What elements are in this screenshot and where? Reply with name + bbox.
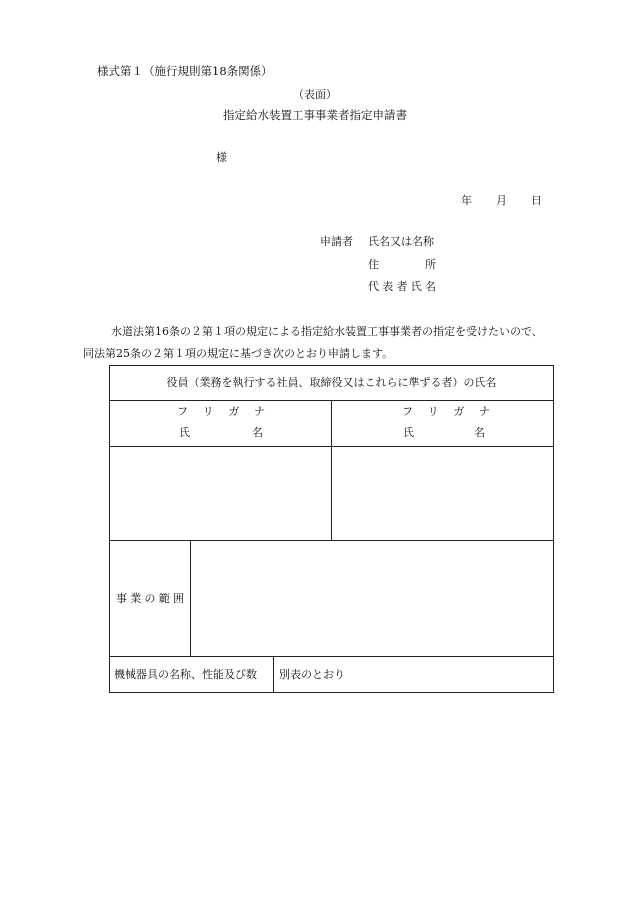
business-scope-cell[interactable] xyxy=(192,542,552,654)
name-char: 氏 xyxy=(403,426,414,439)
furigana-char: ナ xyxy=(478,405,490,418)
table-divider xyxy=(109,540,554,541)
form-number: 様式第１（施行規則第18条関係） xyxy=(97,64,273,78)
rep-char: 者 xyxy=(396,280,408,293)
addressee-suffix: 様 xyxy=(216,151,227,164)
rep-char: 氏 xyxy=(410,280,422,293)
furigana-char: ナ xyxy=(253,405,265,418)
scope-char: の xyxy=(144,592,156,605)
table-divider xyxy=(331,400,332,540)
furigana-char: ガ xyxy=(453,405,465,418)
rep-char: 名 xyxy=(425,280,436,293)
date-month: 月 xyxy=(496,194,507,207)
name-char: 名 xyxy=(252,426,263,439)
address-char: 所 xyxy=(425,258,436,271)
table-divider xyxy=(190,540,191,656)
applicant-name-label xyxy=(368,236,436,247)
furigana-char: フ xyxy=(402,405,413,418)
name-char: 名 xyxy=(474,426,485,439)
application-statement xyxy=(83,321,577,365)
officer-name-cell-left[interactable] xyxy=(111,448,329,538)
date-year: 年 xyxy=(461,194,472,207)
business-scope-label xyxy=(116,593,184,604)
name-char: 氏 xyxy=(179,426,190,439)
furigana-heading-right xyxy=(402,406,490,417)
furigana-char: フ xyxy=(177,405,188,418)
table-divider xyxy=(273,656,274,693)
applicant-representative-label xyxy=(368,281,436,292)
officers-header: 役員（業務を執行する社員、取締役又はこれらに準ずる者）の氏名 xyxy=(166,376,497,389)
statement-line-1: 水道法第16条の２第１項の規定による指定給水装置工事事業者の指定を受けたいので、 xyxy=(111,325,543,338)
date-day: 日 xyxy=(531,194,542,207)
furigana-char: ガ xyxy=(228,405,240,418)
applicant-label: 申請者 xyxy=(320,235,353,248)
furigana-heading-left xyxy=(177,406,265,417)
name-heading-right xyxy=(403,427,485,438)
scope-char: 囲 xyxy=(173,592,184,605)
rep-char: 表 xyxy=(382,280,394,293)
furigana-char: リ xyxy=(202,405,214,418)
scope-char: 事 xyxy=(116,592,127,605)
address-char: 住 xyxy=(368,258,379,271)
scope-char: 範 xyxy=(158,592,170,605)
scope-char: 業 xyxy=(130,592,142,605)
document-title: 指定給水装置工事事業者指定申請書 xyxy=(223,108,407,122)
equipment-label: 機械器具の名称、性能及び数 xyxy=(114,668,257,681)
rep-char: 代 xyxy=(368,280,379,293)
officer-name-cell-right[interactable] xyxy=(333,448,552,538)
furigana-char: リ xyxy=(427,405,439,418)
statement-line-2: 同法第25条の２第１項の規定に基づき次のとおり申請します。 xyxy=(83,347,394,360)
applicant-address-label xyxy=(368,259,436,270)
table-divider xyxy=(109,656,554,657)
page-side-label: （表面） xyxy=(293,88,337,101)
equipment-value: 別表のとおり xyxy=(279,668,345,681)
name-heading-left xyxy=(179,427,263,438)
applicant-name-label-text: 氏名又は名称 xyxy=(368,235,434,248)
